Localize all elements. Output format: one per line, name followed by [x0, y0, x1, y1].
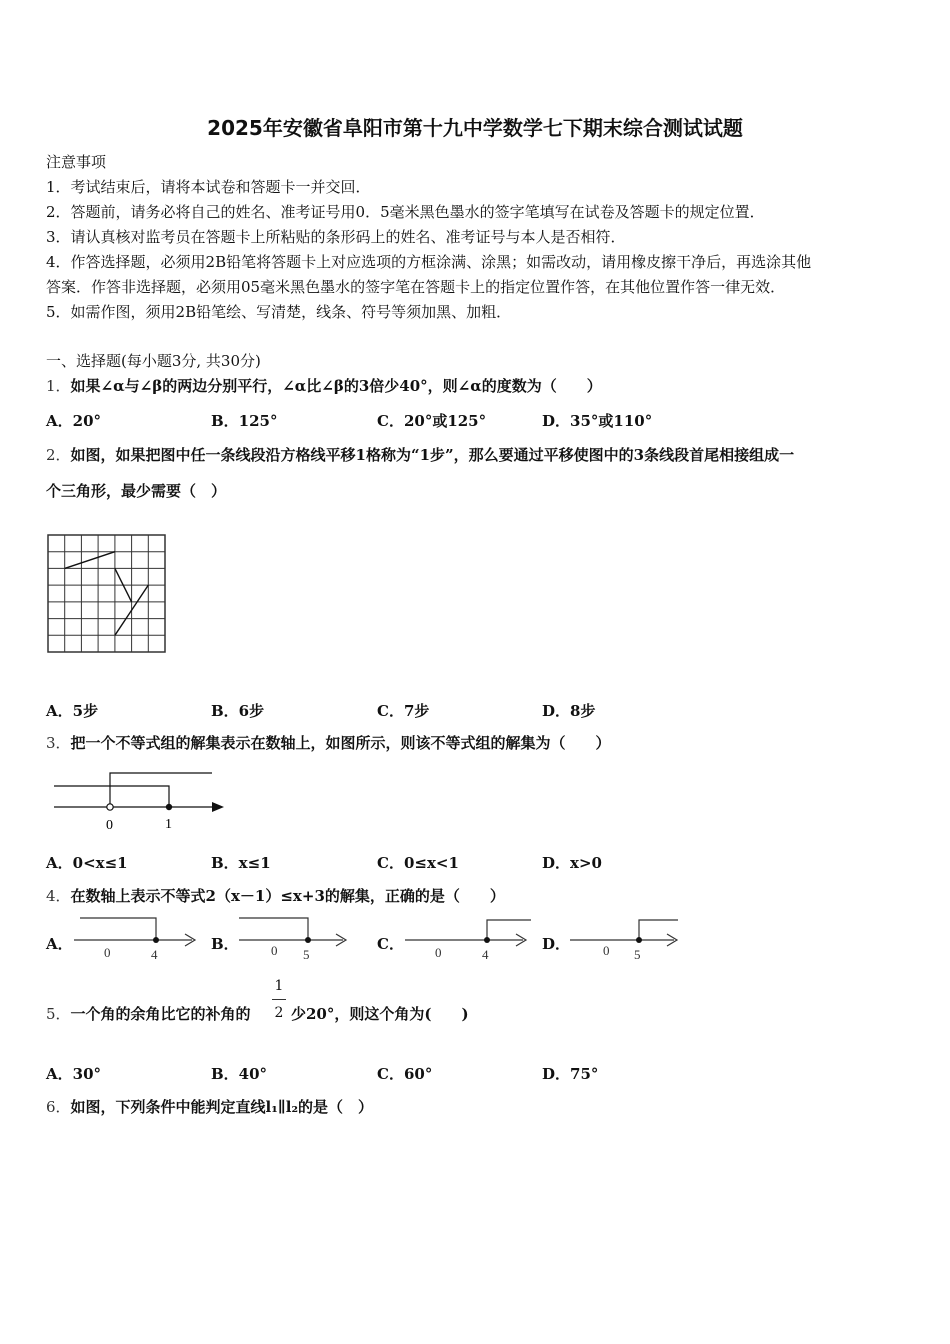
- q3-option-a[interactable]: A．0<x≤1: [46, 854, 128, 872]
- svg-text:4: 4: [482, 947, 489, 962]
- question-number: 3．: [46, 734, 71, 752]
- grid-figure: [47, 534, 169, 654]
- fraction-denominator: 2: [274, 1005, 284, 1021]
- notice-item: 5．如需作图，须用2B铅笔绘、写清楚，线条、符号等须加黑、加粗．: [46, 303, 512, 321]
- fraction: [272, 978, 286, 1021]
- q4-option-a-axis[interactable]: [70, 913, 210, 963]
- question-text: 把一个不等式组的解集表示在数轴上，如图所示，则该不等式组的解集为（ ）: [70, 734, 611, 752]
- notice-item: 4．作答选择题，必须用2B铅笔将答题卡上对应选项的方框涂满、涂黑；如需改动，请用橡皮擦干净后，再选涂其他: [46, 253, 812, 271]
- q2-option-d[interactable]: D．8步: [542, 702, 596, 720]
- axis-label-0: 0: [106, 818, 113, 833]
- q4-option-b-axis[interactable]: [235, 913, 355, 963]
- question-number: 2．: [46, 446, 71, 464]
- svg-text:0: 0: [104, 945, 111, 960]
- notice-item: 答案．作答非选择题，必须用05毫米黑色墨水的签字笔在答题卡上的指定位置作答，在其他位置作答一律无效．: [46, 278, 786, 296]
- question-5: [46, 1004, 251, 1024]
- question-text-cont: 个三角形，最少需要（ ）: [46, 482, 227, 500]
- q4-option-d-label[interactable]: D．: [542, 935, 571, 953]
- question-number: 5．: [46, 1005, 71, 1023]
- q2-option-c[interactable]: C．7步: [377, 702, 430, 720]
- segment-1: [65, 552, 115, 569]
- q5-option-a[interactable]: A．30°: [46, 1065, 102, 1083]
- question-4: [46, 886, 505, 906]
- closed-point: [166, 804, 172, 810]
- question-number: 4．: [46, 887, 71, 905]
- q4-option-c-axis[interactable]: [401, 913, 541, 963]
- q4-option-d-axis[interactable]: [566, 913, 686, 963]
- fraction-bar: [272, 999, 286, 1000]
- q4-option-a-label[interactable]: A．: [46, 935, 73, 953]
- svg-text:4: 4: [151, 947, 158, 962]
- svg-text:0: 0: [603, 943, 610, 958]
- question-text: 在数轴上表示不等式2（x－1）≤x+3的解集，正确的是（ ）: [70, 887, 505, 905]
- open-point: [107, 804, 113, 810]
- q5-option-d[interactable]: D．75°: [542, 1065, 599, 1083]
- notice-heading: 注意事项: [46, 153, 107, 171]
- fraction-numerator: 1: [274, 978, 284, 994]
- q2-option-a[interactable]: A．5步: [46, 702, 99, 720]
- question-number: 1．: [46, 377, 71, 395]
- q2-option-b[interactable]: B．6步: [211, 702, 265, 720]
- q5-option-c[interactable]: C．60°: [377, 1065, 433, 1083]
- notice-item: 1．考试结束后，请将本试卷和答题卡一并交回．: [46, 178, 371, 196]
- question-3: [46, 733, 611, 753]
- axis-label-1: 1: [165, 817, 172, 832]
- question-text: 一个角的余角比它的补角的: [70, 1005, 251, 1023]
- question-1: [46, 376, 602, 396]
- q4-option-b-label[interactable]: B．: [211, 935, 239, 953]
- svg-text:5: 5: [634, 947, 641, 962]
- q1-option-d[interactable]: D．35°或110°: [542, 412, 653, 430]
- svg-text:0: 0: [435, 945, 442, 960]
- number-line-figure: [52, 765, 232, 835]
- page-title: 2025年安徽省阜阳市第十九中学数学七下期末综合测试试题: [207, 116, 743, 140]
- question-text-cont: 少20°，则这个角为( ): [291, 1005, 469, 1023]
- q1-option-b[interactable]: B．125°: [211, 412, 278, 430]
- q1-option-a[interactable]: A．20°: [46, 412, 102, 430]
- question-text: 如图，下列条件中能判定直线l₁∥l₂的是（ ）: [70, 1098, 374, 1116]
- q5-option-b[interactable]: B．40°: [211, 1065, 268, 1083]
- q1-option-c[interactable]: C．20°或125°: [377, 412, 487, 430]
- question-number: 6．: [46, 1098, 71, 1116]
- q4-option-c-label[interactable]: C．: [377, 935, 404, 953]
- q3-option-d[interactable]: D．x>0: [542, 854, 602, 872]
- notice-item: 3．请认真核对监考员在答题卡上所粘贴的条形码上的姓名、准考证号与本人是否相符．: [46, 228, 626, 246]
- notice-item: 2．答题前，请务必将自己的姓名、准考证号用0．5毫米黑色墨水的签字笔填写在试卷及答题卡的规定位置．: [46, 203, 765, 221]
- q3-option-b[interactable]: B．x≤1: [211, 854, 271, 872]
- question-2: [46, 445, 794, 465]
- section-heading: 一、选择题(每小题3分, 共30分): [46, 352, 261, 370]
- svg-text:5: 5: [303, 947, 310, 962]
- svg-text:0: 0: [271, 943, 278, 958]
- question-6: [46, 1097, 373, 1117]
- question-text: 如果∠α与∠β的两边分别平行，∠α比∠β的3倍少40°，则∠α的度数为（ ）: [70, 377, 602, 395]
- question-text: 如图，如果把图中任一条线段沿方格线平移1格称为“1步”，那么要通过平移使图中的3条线段首尾相接组成一: [70, 446, 795, 464]
- q3-option-c[interactable]: C．0≤x<1: [377, 854, 459, 872]
